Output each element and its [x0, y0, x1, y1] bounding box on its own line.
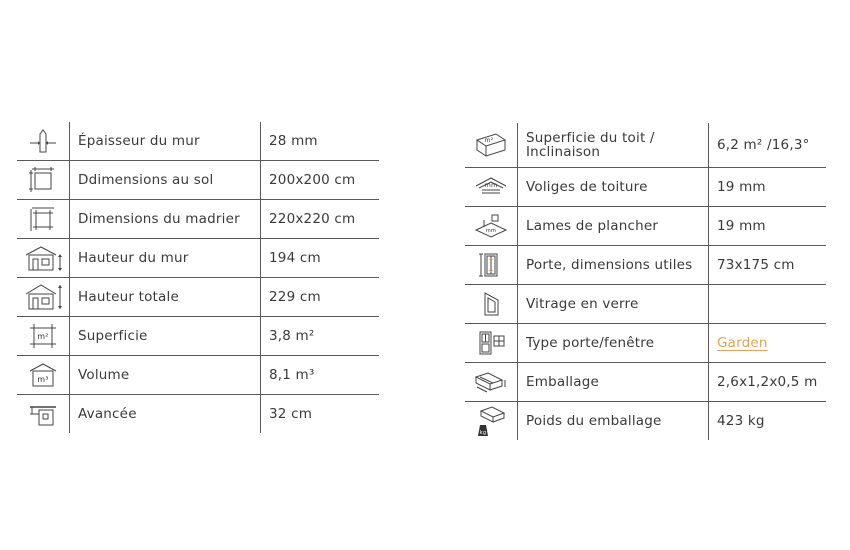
floor-dimensions-icon: [17, 161, 70, 200]
spec-row: [465, 246, 826, 285]
spec-row: [465, 402, 826, 441]
spec-value: [709, 285, 827, 324]
spec-value: 73x175 cm: [709, 246, 827, 285]
spec-label: Vitrage en verre: [518, 285, 709, 324]
spec-label: Ddimensions au sol: [70, 161, 261, 200]
total-height-icon: [17, 278, 70, 317]
spec-row: [17, 317, 379, 356]
area-icon: [17, 317, 70, 356]
spec-label: Superficie: [70, 317, 261, 356]
spec-row: [465, 324, 826, 363]
spec-value: 220x220 cm: [261, 200, 380, 239]
spec-value: 194 cm: [261, 239, 380, 278]
spec-row: [17, 278, 379, 317]
spec-row: [17, 200, 379, 239]
door-dimensions-icon: [465, 246, 518, 285]
package-weight-icon: [465, 402, 518, 441]
spec-row: [465, 168, 826, 207]
spec-label-line1: Superficie du toit /: [526, 130, 655, 146]
spec-label: Hauteur totale: [70, 278, 261, 317]
overhang-icon: [17, 395, 70, 434]
volume-icon-label: m³: [37, 375, 49, 384]
specs-table-right: [465, 123, 826, 440]
specs-table-left: [17, 122, 379, 433]
spec-value: 32 cm: [261, 395, 380, 434]
door-type-link[interactable]: Garden: [717, 335, 768, 351]
spec-row: [17, 356, 379, 395]
floor-boards-icon: [465, 207, 518, 246]
weight-icon-label: kg: [479, 430, 487, 436]
area-icon-label: m²: [37, 332, 49, 341]
spec-value: 19 mm: [709, 168, 827, 207]
spec-row: [465, 207, 826, 246]
spec-value: 3,8 m²: [261, 317, 380, 356]
spec-row: [17, 395, 379, 434]
spec-row: [465, 363, 826, 402]
spec-row: [465, 285, 826, 324]
spec-value: 423 kg: [709, 402, 827, 441]
spec-label: Porte, dimensions utiles: [518, 246, 709, 285]
door-window-type-icon: [465, 324, 518, 363]
spec-label: Dimensions du madrier: [70, 200, 261, 239]
spec-label: Voliges de toiture: [518, 168, 709, 207]
spec-label: Volume: [70, 356, 261, 395]
spec-label: Épaisseur du mur: [70, 122, 261, 161]
roof-boards-icon-label: mm: [484, 181, 498, 189]
spec-row: [465, 123, 826, 168]
spec-row: [17, 161, 379, 200]
log-dimensions-icon: [17, 200, 70, 239]
roof-boards-icon: [465, 168, 518, 207]
spec-label: Lames de plancher: [518, 207, 709, 246]
spec-row: [17, 122, 379, 161]
spec-row: [17, 239, 379, 278]
spec-value: 6,2 m² /16,3°: [709, 123, 827, 168]
spec-label: Poids du emballage: [518, 402, 709, 441]
wall-thickness-icon: [17, 122, 70, 161]
spec-label: Type porte/fenêtre: [518, 324, 709, 363]
wall-height-icon: [17, 239, 70, 278]
spec-label: Avancée: [70, 395, 261, 434]
package-icon: [465, 363, 518, 402]
spec-value: 2,6x1,2x0,5 m: [709, 363, 827, 402]
spec-value: 229 cm: [261, 278, 380, 317]
spec-label: Emballage: [518, 363, 709, 402]
spec-value: 28 mm: [261, 122, 380, 161]
glass-pane-icon: [465, 285, 518, 324]
floor-boards-icon-label: mm: [485, 228, 497, 234]
spec-label: [518, 123, 709, 168]
spec-label: Hauteur du mur: [70, 239, 261, 278]
volume-icon: [17, 356, 70, 395]
roof-area-icon: [465, 123, 518, 168]
spec-value: 8,1 m³: [261, 356, 380, 395]
spec-value: 19 mm: [709, 207, 827, 246]
roof-area-icon-label: m²: [484, 137, 494, 144]
spec-label-line2: Inclinaison: [526, 144, 601, 160]
spec-value: 200x200 cm: [261, 161, 380, 200]
